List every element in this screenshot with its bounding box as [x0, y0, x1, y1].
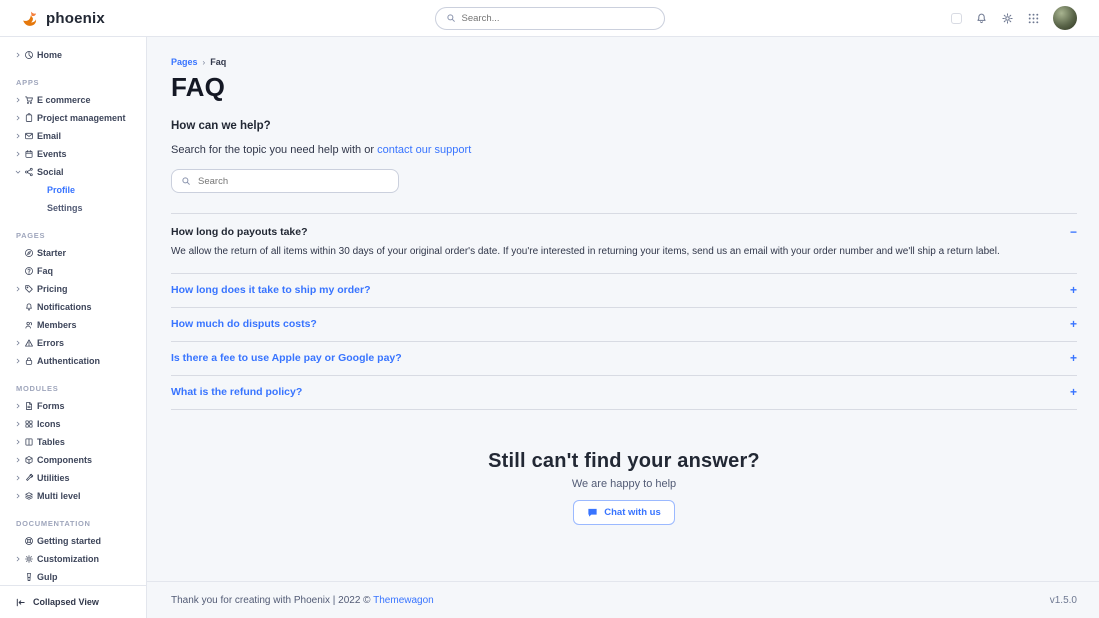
top-navbar [0, 0, 1099, 37]
cube-icon [24, 455, 37, 465]
sidebar-item-label: Errors [37, 338, 65, 348]
sidebar-item-label: Members [37, 320, 77, 330]
themewagon-link[interactable]: Themewagon [373, 594, 434, 606]
sidebar [0, 37, 147, 618]
question-circle-icon [24, 266, 37, 276]
sidebar-item-label: Project management [37, 113, 126, 123]
sidebar-item-label: Email [37, 131, 62, 141]
faq-search[interactable] [171, 169, 399, 193]
faq-search-input[interactable] [198, 176, 389, 187]
chevron-right-icon [15, 439, 24, 445]
sidebar-item-label: Social [37, 167, 64, 177]
chevron-right-icon [15, 493, 24, 499]
sidebar-item-icons[interactable] [0, 415, 146, 433]
faq-item [171, 308, 1077, 342]
help-subtitle-text: Search for the topic you need help with or [171, 144, 375, 156]
sidebar-subitem-profile[interactable]: Profile [47, 185, 76, 195]
breadcrumb-current: Faq [210, 57, 227, 67]
faq-question[interactable] [171, 342, 1077, 375]
chevron-right-icon [15, 475, 24, 481]
sidebar-item-gulp[interactable] [0, 568, 146, 585]
envelope-icon [24, 131, 37, 141]
sidebar-item-label: Pricing [37, 284, 68, 294]
cta-title: Still can't find your answer? [488, 449, 760, 472]
sidebar-item-authentication[interactable] [0, 352, 146, 370]
sidebar-subitem-settings[interactable]: Settings [47, 203, 83, 213]
gulp-cup-icon [24, 572, 37, 582]
chevron-right-icon [15, 340, 24, 346]
sidebar-item-e-commerce[interactable] [0, 91, 146, 109]
sidebar-item-forms[interactable] [0, 397, 146, 415]
pie-chart-icon [24, 50, 37, 60]
sidebar-item-components[interactable] [0, 451, 146, 469]
sidebar-item-label: Forms [37, 401, 65, 411]
collapsed-view-toggle[interactable] [0, 585, 146, 618]
sidebar-item-label: Tables [37, 437, 65, 447]
search-icon [181, 176, 191, 186]
chevron-right-icon [15, 403, 24, 409]
clipboard-icon [24, 113, 37, 123]
sidebar-item-label: E commerce [37, 95, 91, 105]
sidebar-item-faq[interactable] [0, 262, 146, 280]
faq-question[interactable] [171, 308, 1077, 341]
chevron-right-icon [15, 52, 24, 58]
faq-question[interactable] [171, 376, 1077, 409]
page-title: FAQ [171, 72, 226, 102]
chevron-right-icon [15, 133, 24, 139]
apps-grid-icon[interactable] [1027, 12, 1040, 25]
breadcrumb [171, 57, 1077, 67]
sidebar-item-label: Utilities [37, 473, 70, 483]
warning-triangle-icon [24, 338, 37, 348]
collapse-minus-icon[interactable]: − [1069, 225, 1077, 239]
layers-icon [24, 491, 37, 501]
share-nodes-icon [24, 167, 37, 177]
sidebar-item-home[interactable] [0, 46, 146, 64]
sidebar-nav [0, 37, 146, 585]
global-search[interactable] [435, 7, 665, 30]
faq-accordion [171, 213, 1077, 410]
chat-bubble-icon [587, 507, 598, 518]
sidebar-item-utilities[interactable] [0, 469, 146, 487]
wrench-icon [24, 473, 37, 483]
expand-plus-icon[interactable]: + [1069, 385, 1077, 399]
chevron-right-icon [15, 286, 24, 292]
sidebar-section-label: PAGES [16, 231, 46, 240]
header-actions [951, 6, 1077, 30]
chat-with-us-label: Chat with us [604, 506, 661, 518]
chevron-right-icon [15, 97, 24, 103]
calendar-icon [24, 149, 37, 159]
brand-logo[interactable] [20, 8, 105, 28]
bell-icon[interactable] [975, 12, 988, 25]
sidebar-item-label: Getting started [37, 536, 102, 546]
cta-section [171, 450, 1077, 525]
sidebar-item-label: Components [37, 455, 92, 465]
file-text-icon [24, 401, 37, 411]
sidebar-item-label: Home [37, 50, 63, 60]
faq-question-text: How much do disputs costs? [171, 318, 317, 330]
sidebar-item-label: Gulp [37, 572, 58, 582]
compass-icon [24, 248, 37, 258]
life-ring-icon [24, 536, 37, 546]
sidebar-item-email[interactable] [0, 127, 146, 145]
faq-item [171, 342, 1077, 376]
faq-item [171, 214, 1077, 274]
sidebar-item-multi-level[interactable] [0, 487, 146, 505]
footer [147, 581, 1099, 618]
sidebar-item-social[interactable] [0, 163, 146, 181]
sidebar-item-label: Icons [37, 419, 61, 429]
expand-plus-icon[interactable]: + [1069, 351, 1077, 365]
sidebar-item-starter[interactable] [0, 244, 146, 262]
faq-answer: We allow the return of all items within 30 days of your original order's date. If you're interested in returning your items, send us an email with your order number and we'll ship a return label. [171, 246, 1000, 257]
help-subtitle [171, 144, 1077, 156]
phoenix-logo-icon [20, 8, 40, 28]
breadcrumb-separator: › [202, 57, 206, 67]
brand-name: phoenix [46, 9, 105, 27]
sidebar-item-members[interactable] [0, 316, 146, 334]
expand-plus-icon[interactable]: + [1069, 317, 1077, 331]
chevron-right-icon [15, 457, 24, 463]
footer-version: v1.5.0 [1049, 594, 1077, 606]
chevron-right-icon [15, 556, 24, 562]
faq-question[interactable] [171, 274, 1077, 307]
gear-icon [24, 554, 37, 564]
collapsed-view-label: Collapsed View [33, 597, 99, 607]
sidebar-item-errors[interactable] [0, 334, 146, 352]
theme-toggle-icon[interactable] [951, 13, 962, 24]
sidebar-section-label: MODULES [16, 384, 59, 393]
faq-question-text: How long do payouts take? [171, 226, 308, 238]
expand-plus-icon[interactable]: + [1069, 283, 1077, 297]
sidebar-section-label: APPS [16, 78, 40, 87]
footer-text: Thank you for creating with Phoenix | 2022 © [171, 594, 371, 606]
sidebar-item-customization[interactable] [0, 550, 146, 568]
sidebar-item-label: Multi level [37, 491, 81, 501]
faq-question[interactable] [171, 214, 1077, 238]
chat-with-us-button[interactable] [573, 500, 674, 525]
chevron-right-icon [15, 358, 24, 364]
sidebar-item-getting-started[interactable] [0, 532, 146, 550]
chevron-right-icon [15, 115, 24, 121]
collapse-arrow-icon [15, 597, 26, 608]
chevron-down-icon [15, 169, 24, 175]
bell-icon [24, 302, 37, 312]
sidebar-item-project-management[interactable] [0, 109, 146, 127]
sidebar-item-label: Starter [37, 248, 67, 258]
sidebar-item-label: Notifications [37, 302, 92, 312]
tag-icon [24, 284, 37, 294]
sidebar-item-events[interactable] [0, 145, 146, 163]
sidebar-section-label: DOCUMENTATION [16, 519, 91, 528]
chevron-right-icon [15, 421, 24, 427]
sidebar-item-label: Events [37, 149, 67, 159]
sidebar-item-label: Faq [37, 266, 54, 276]
breadcrumb-pages-link[interactable]: Pages [171, 57, 198, 67]
gear-icon[interactable] [1001, 12, 1014, 25]
table-icon [24, 437, 37, 447]
grid-icon [24, 419, 37, 429]
chevron-right-icon [15, 151, 24, 157]
users-icon [24, 320, 37, 330]
sidebar-item-label: Authentication [37, 356, 100, 366]
help-heading: How can we help? [171, 120, 271, 132]
sidebar-item-notifications[interactable] [0, 298, 146, 316]
sidebar-item-tables[interactable] [0, 433, 146, 451]
faq-item [171, 376, 1077, 410]
footer-credit [171, 595, 434, 606]
lock-icon [24, 356, 37, 366]
contact-support-link[interactable]: contact our support [377, 144, 472, 156]
cta-subtitle: We are happy to help [571, 477, 677, 490]
main-area [147, 37, 1099, 618]
avatar[interactable] [1053, 6, 1077, 30]
faq-item [171, 274, 1077, 308]
faq-question-text: What is the refund policy? [171, 386, 303, 398]
faq-question-text: How long does it take to ship my order? [171, 284, 371, 296]
shopping-cart-icon [24, 95, 37, 105]
faq-question-text: Is there a fee to use Apple pay or Google pay? [171, 352, 402, 364]
sidebar-item-label: Customization [37, 554, 99, 564]
sidebar-item-pricing[interactable] [0, 280, 146, 298]
global-search-input[interactable] [462, 13, 654, 24]
search-icon [446, 13, 456, 23]
